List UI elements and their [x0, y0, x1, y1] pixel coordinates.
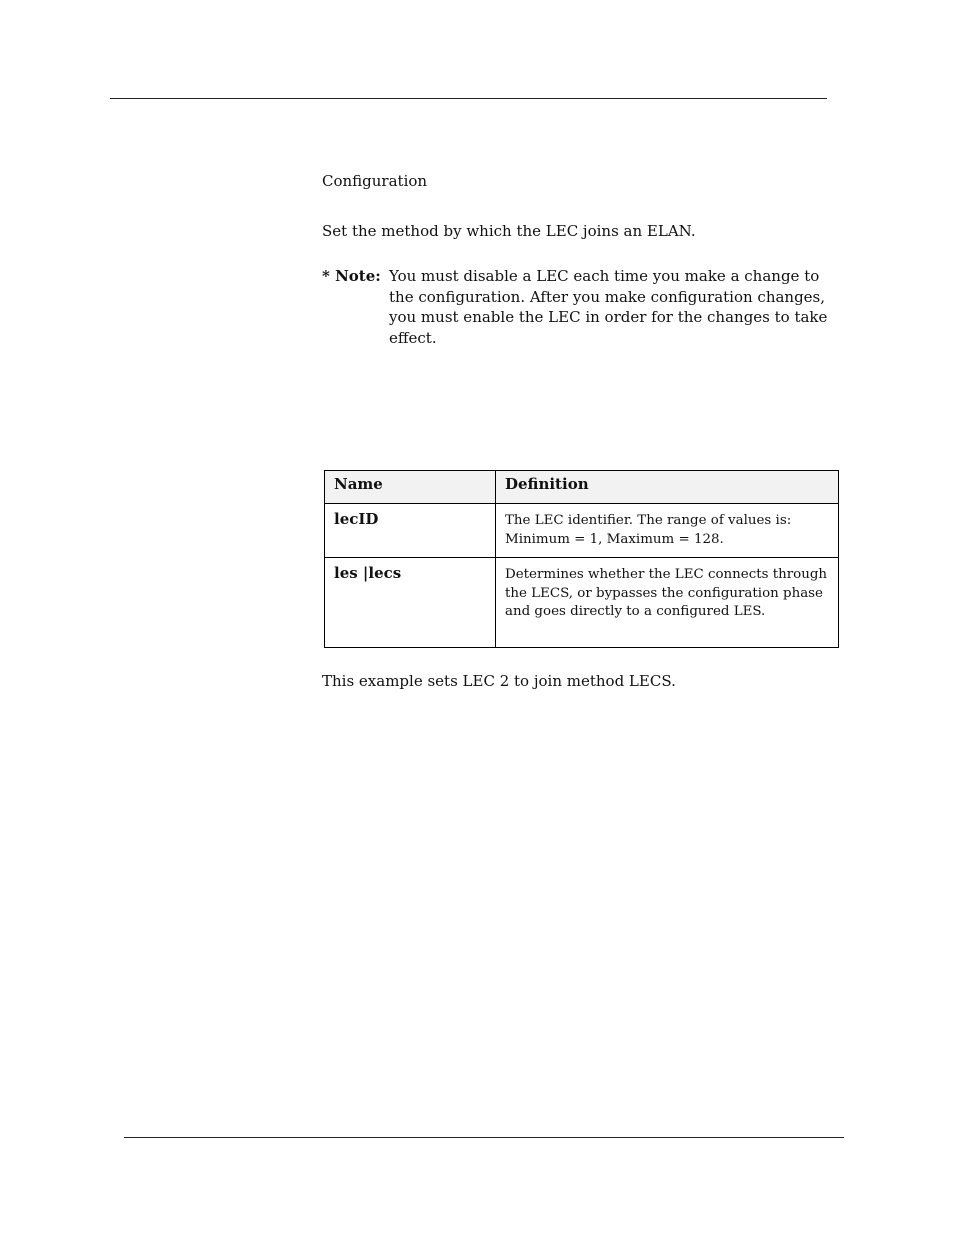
header-rule — [110, 98, 827, 99]
footer-rule — [124, 1137, 844, 1138]
column-header-definition: Definition — [496, 471, 839, 504]
note-text: You must disable a LEC each time you make a change to the configuration. After you make configuration changes, you must enable the LEC in order for the changes to take effect. — [389, 267, 828, 347]
table-row — [325, 504, 839, 558]
note-label: * Note: — [322, 267, 381, 285]
command-description: Set the method by which the LEC joins an ELAN. — [322, 222, 696, 240]
param-name: les |lecs — [325, 558, 496, 648]
table-header-row — [325, 471, 839, 504]
param-definition: The LEC identifier. The range of values is: Minimum = 1, Maximum = 128. — [496, 504, 839, 558]
param-definition: Determines whether the LEC connects through the LECS, or bypasses the configuration phase and goes directly to a configured LES. — [496, 558, 839, 648]
example-text: This example sets LEC 2 to join method LECS. — [322, 672, 676, 690]
param-name: lecID — [325, 504, 496, 558]
parameter-table — [324, 470, 839, 648]
mode-label: Configuration — [322, 172, 428, 190]
column-header-name: Name — [325, 471, 496, 504]
note-block — [322, 266, 832, 348]
table-row — [325, 558, 839, 648]
